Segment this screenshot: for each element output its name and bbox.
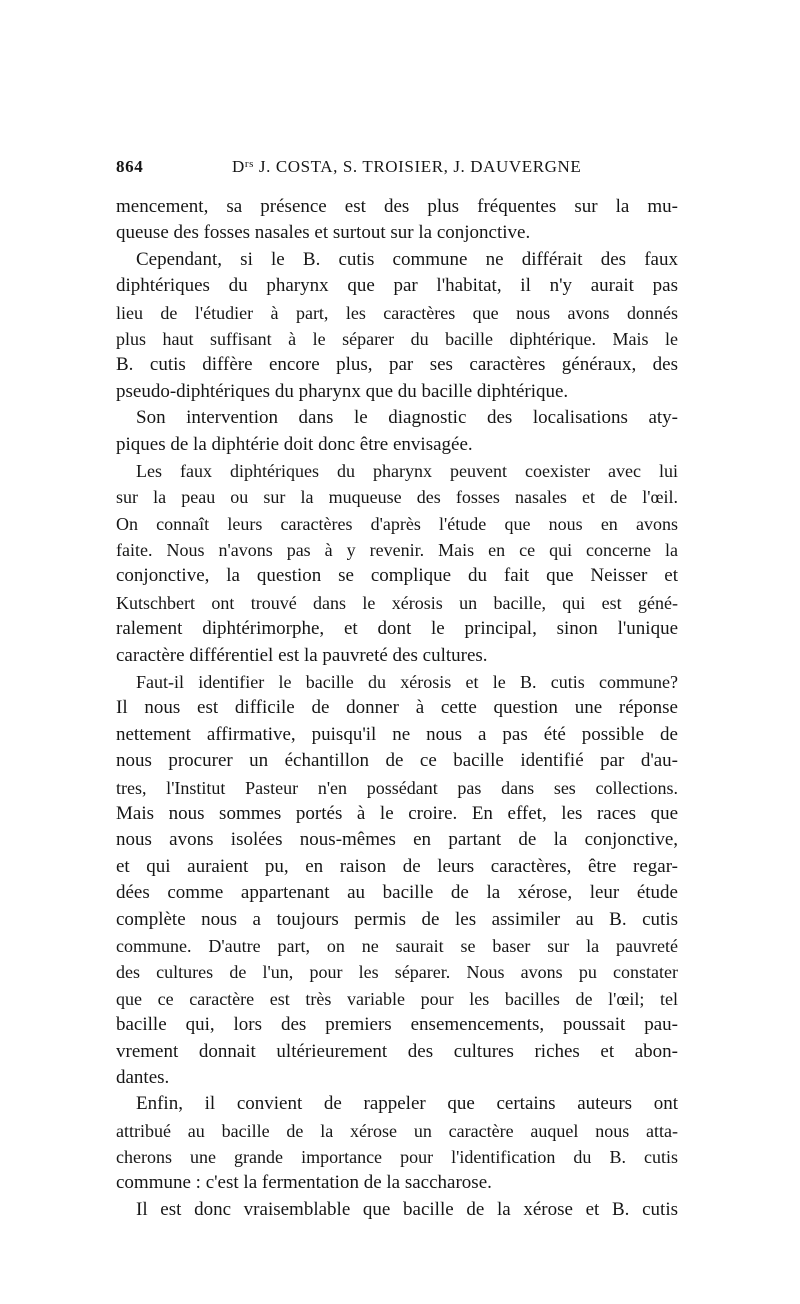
- text-line: bacille qui, lors des premiers ensemencements, poussait pau-: [116, 1014, 678, 1036]
- text-line: dées comme appartenant au bacille de la xérose, leur étude: [116, 882, 678, 904]
- text-line: complète nous a toujours permis de les assimiler au B. cutis: [116, 908, 678, 930]
- text-line: dantes.: [116, 1066, 170, 1088]
- text-line: que ce caractère est très variable pour les bacilles de l'œil; tel: [116, 988, 678, 1009]
- text-line: conjonctive, la question se complique du fait que Neisser et: [116, 565, 678, 587]
- text-line: et qui auraient pu, en raison de leurs caractères, être regar-: [116, 855, 678, 877]
- text-line: Cependant, si le B. cutis commune ne différait des faux: [136, 248, 678, 270]
- text-line: cherons une grande importance pour l'identification du B. cutis: [116, 1147, 678, 1168]
- text-line: piques de la diphtérie doit donc être envisagée.: [116, 433, 473, 455]
- text-line: faite. Nous n'avons pas à y revenir. Mais en ce qui concerne la: [116, 540, 678, 561]
- text-line: nettement affirmative, puisqu'il ne nous a pas été possible de: [116, 723, 678, 745]
- page-number: 864: [116, 157, 144, 176]
- text-line: ralement diphtérimorphe, et dont le principal, sinon l'unique: [116, 618, 678, 640]
- text-line: commune. D'autre part, on ne saurait se baser sur la pauvreté: [116, 935, 678, 956]
- text-line: vrement donnait ultérieurement des cultures riches et abon-: [116, 1040, 678, 1062]
- text-line: attribué au bacille de la xérose un caractère auquel nous atta-: [116, 1120, 678, 1141]
- text-line: B. cutis diffère encore plus, par ses caractères généraux, des: [116, 354, 678, 376]
- text-line: Les faux diphtériques du pharynx peuvent coexister avec lui: [136, 460, 678, 481]
- text-line: des cultures de l'un, pour les séparer. Nous avons pu constater: [116, 962, 678, 983]
- title-superscript: rs: [244, 158, 255, 170]
- text-line: Kutschbert ont trouvé dans le xérosis un bacille, qui est géné-: [116, 592, 678, 613]
- text-line: nous procurer un échantillon de ce bacille identifié par d'au-: [116, 750, 678, 772]
- text-line: Enfin, il convient de rappeler que certains auteurs ont: [136, 1093, 678, 1115]
- text-line: tres, l'Institut Pasteur n'en possédant pas dans ses collections.: [116, 777, 678, 798]
- title-authors: J. COSTA, S. TROISIER, J. DAUVERGNE: [254, 157, 582, 176]
- text-line: commune : c'est la fermentation de la saccharose.: [116, 1172, 492, 1194]
- text-line: Mais nous sommes portés à le croire. En effet, les races que: [116, 802, 678, 824]
- title-prefix: D: [232, 157, 245, 176]
- text-line: lieu de l'étudier à part, les caractères que nous avons donnés: [116, 302, 678, 323]
- running-header: [116, 157, 676, 181]
- text-line: Son intervention dans le diagnostic des localisations aty-: [136, 407, 678, 429]
- text-line: Faut-il identifier le bacille du xérosis et le B. cutis commune?: [136, 672, 678, 693]
- text-line: plus haut suffisant à le séparer du bacille diphtérique. Mais le: [116, 328, 678, 349]
- text-line: nous avons isolées nous-mêmes en partant de la conjonctive,: [116, 829, 678, 851]
- text-line: caractère différentiel est la pauvreté des cultures.: [116, 644, 488, 666]
- text-line: mencement, sa présence est des plus fréquentes sur la mu-: [116, 196, 678, 217]
- text-line: queuse des fosses nasales et surtout sur la conjonctive.: [116, 222, 531, 244]
- text-line: Il est donc vraisemblable que bacille de la xérose et B. cutis: [136, 1198, 678, 1220]
- body-text: [116, 194, 678, 1223]
- text-line: On connaît leurs caractères d'après l'étude que nous en avons: [116, 513, 678, 534]
- text-line: pseudo-diphtériques du pharynx que du bacille diphtérique.: [116, 380, 569, 402]
- text-line: sur la peau ou sur la muqueuse des fosses nasales et de l'œil.: [116, 487, 678, 508]
- text-line: diphtériques du pharynx que par l'habitat, il n'y aurait pas: [116, 275, 678, 297]
- running-title: [232, 157, 581, 177]
- text-line: Il nous est difficile de donner à cette question une réponse: [116, 697, 678, 719]
